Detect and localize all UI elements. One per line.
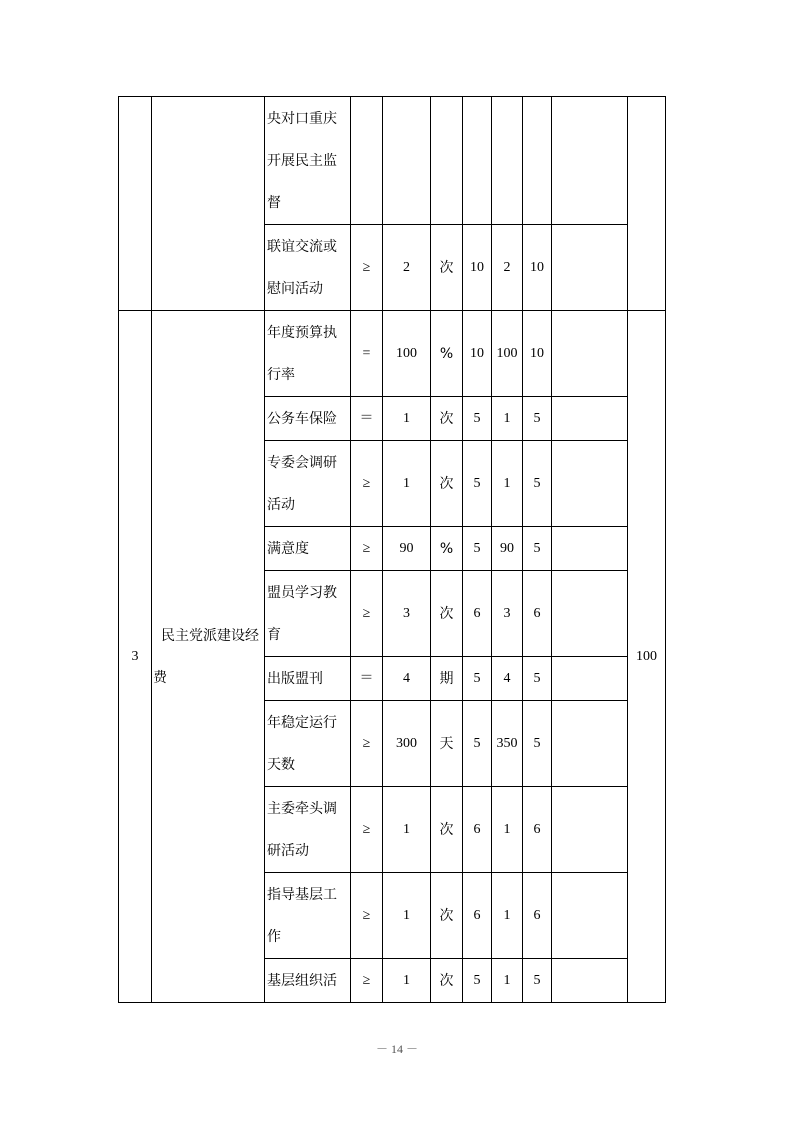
- unit-cell: 次: [431, 571, 463, 657]
- total-score-cell-empty: [628, 97, 666, 311]
- target-cell: 1: [383, 873, 431, 959]
- weight-cell: 6: [463, 873, 492, 959]
- actual-cell: 1: [492, 873, 523, 959]
- target-cell: 1: [383, 397, 431, 441]
- unit-cell: %: [431, 527, 463, 571]
- unit-cell: 次: [431, 225, 463, 311]
- remark-cell: [552, 701, 628, 787]
- remark-cell: [552, 959, 628, 1003]
- target-cell: 90: [383, 527, 431, 571]
- table-row: [119, 311, 666, 397]
- remark-cell: [552, 97, 628, 225]
- actual-cell: [492, 97, 523, 225]
- target-cell: 300: [383, 701, 431, 787]
- score-cell: 5: [523, 657, 552, 701]
- indicator-cell: 主委牵头调研活动: [265, 787, 351, 873]
- remark-cell: [552, 311, 628, 397]
- actual-cell: 1: [492, 787, 523, 873]
- project-name-line: 民主党派建设经: [161, 627, 259, 644]
- operator-cell: ≥: [351, 571, 383, 657]
- target-cell: [383, 97, 431, 225]
- target-cell: 4: [383, 657, 431, 701]
- weight-cell: 5: [463, 397, 492, 441]
- operator-cell: ＝: [351, 657, 383, 701]
- indicator-cell: 出版盟刊: [265, 657, 351, 701]
- operator-cell: ＝: [351, 397, 383, 441]
- operator-cell: ≥: [351, 787, 383, 873]
- operator-cell: =: [351, 311, 383, 397]
- unit-cell: 次: [431, 787, 463, 873]
- unit-cell: 期: [431, 657, 463, 701]
- actual-cell: 100: [492, 311, 523, 397]
- remark-cell: [552, 441, 628, 527]
- unit-cell: [431, 97, 463, 225]
- score-cell: 10: [523, 311, 552, 397]
- indicator-cell: 基层组织活: [265, 959, 351, 1003]
- unit-cell: 天: [431, 701, 463, 787]
- performance-table: [118, 96, 666, 1003]
- score-cell: 6: [523, 571, 552, 657]
- unit-cell: 次: [431, 873, 463, 959]
- score-cell: 5: [523, 959, 552, 1003]
- table-row: [119, 97, 666, 225]
- actual-cell: 3: [492, 571, 523, 657]
- project-name-cell-empty: [152, 97, 265, 311]
- score-cell: 6: [523, 787, 552, 873]
- score-cell: 6: [523, 873, 552, 959]
- actual-cell: 1: [492, 959, 523, 1003]
- operator-cell: ≥: [351, 225, 383, 311]
- operator-cell: ≥: [351, 959, 383, 1003]
- remark-cell: [552, 873, 628, 959]
- project-name-cell: [152, 311, 265, 1003]
- remark-cell: [552, 657, 628, 701]
- target-cell: 1: [383, 441, 431, 527]
- target-cell: 2: [383, 225, 431, 311]
- operator-cell: [351, 97, 383, 225]
- operator-cell: ≥: [351, 527, 383, 571]
- score-cell: [523, 97, 552, 225]
- unit-cell: %: [431, 311, 463, 397]
- score-cell: 10: [523, 225, 552, 311]
- unit-cell: 次: [431, 959, 463, 1003]
- score-cell: 5: [523, 441, 552, 527]
- remark-cell: [552, 527, 628, 571]
- total-score-cell: 100: [628, 311, 666, 1003]
- operator-cell: ≥: [351, 441, 383, 527]
- indicator-cell: 央对口重庆开展民主监督: [265, 97, 351, 225]
- actual-cell: 2: [492, 225, 523, 311]
- indicator-cell: 专委会调研活动: [265, 441, 351, 527]
- index-cell-empty: [119, 97, 152, 311]
- indicator-cell: 年稳定运行天数: [265, 701, 351, 787]
- weight-cell: 10: [463, 311, 492, 397]
- weight-cell: [463, 97, 492, 225]
- table-body: [119, 97, 666, 1003]
- indicator-cell: 指导基层工作: [265, 873, 351, 959]
- indicator-cell: 公务车保险: [265, 397, 351, 441]
- actual-cell: 350: [492, 701, 523, 787]
- actual-cell: 1: [492, 441, 523, 527]
- score-cell: 5: [523, 397, 552, 441]
- remark-cell: [552, 397, 628, 441]
- weight-cell: 5: [463, 657, 492, 701]
- actual-cell: 1: [492, 397, 523, 441]
- weight-cell: 5: [463, 701, 492, 787]
- operator-cell: ≥: [351, 701, 383, 787]
- indicator-cell: 联谊交流或慰问活动: [265, 225, 351, 311]
- indicator-cell: 盟员学习教育: [265, 571, 351, 657]
- indicator-cell: 年度预算执行率: [265, 311, 351, 397]
- actual-cell: 4: [492, 657, 523, 701]
- weight-cell: 6: [463, 571, 492, 657]
- unit-cell: 次: [431, 441, 463, 527]
- remark-cell: [552, 787, 628, 873]
- target-cell: 3: [383, 571, 431, 657]
- target-cell: 1: [383, 959, 431, 1003]
- remark-cell: [552, 571, 628, 657]
- unit-cell: 次: [431, 397, 463, 441]
- weight-cell: 5: [463, 959, 492, 1003]
- actual-cell: 90: [492, 527, 523, 571]
- project-name-line: 费: [153, 669, 167, 686]
- target-cell: 100: [383, 311, 431, 397]
- project-index-cell: 3: [119, 311, 152, 1003]
- weight-cell: 6: [463, 787, 492, 873]
- score-cell: 5: [523, 701, 552, 787]
- remark-cell: [552, 225, 628, 311]
- indicator-cell: 满意度: [265, 527, 351, 571]
- weight-cell: 5: [463, 527, 492, 571]
- weight-cell: 5: [463, 441, 492, 527]
- weight-cell: 10: [463, 225, 492, 311]
- page-number: － 14 －: [375, 1042, 418, 1056]
- target-cell: 1: [383, 787, 431, 873]
- score-cell: 5: [523, 527, 552, 571]
- operator-cell: ≥: [351, 873, 383, 959]
